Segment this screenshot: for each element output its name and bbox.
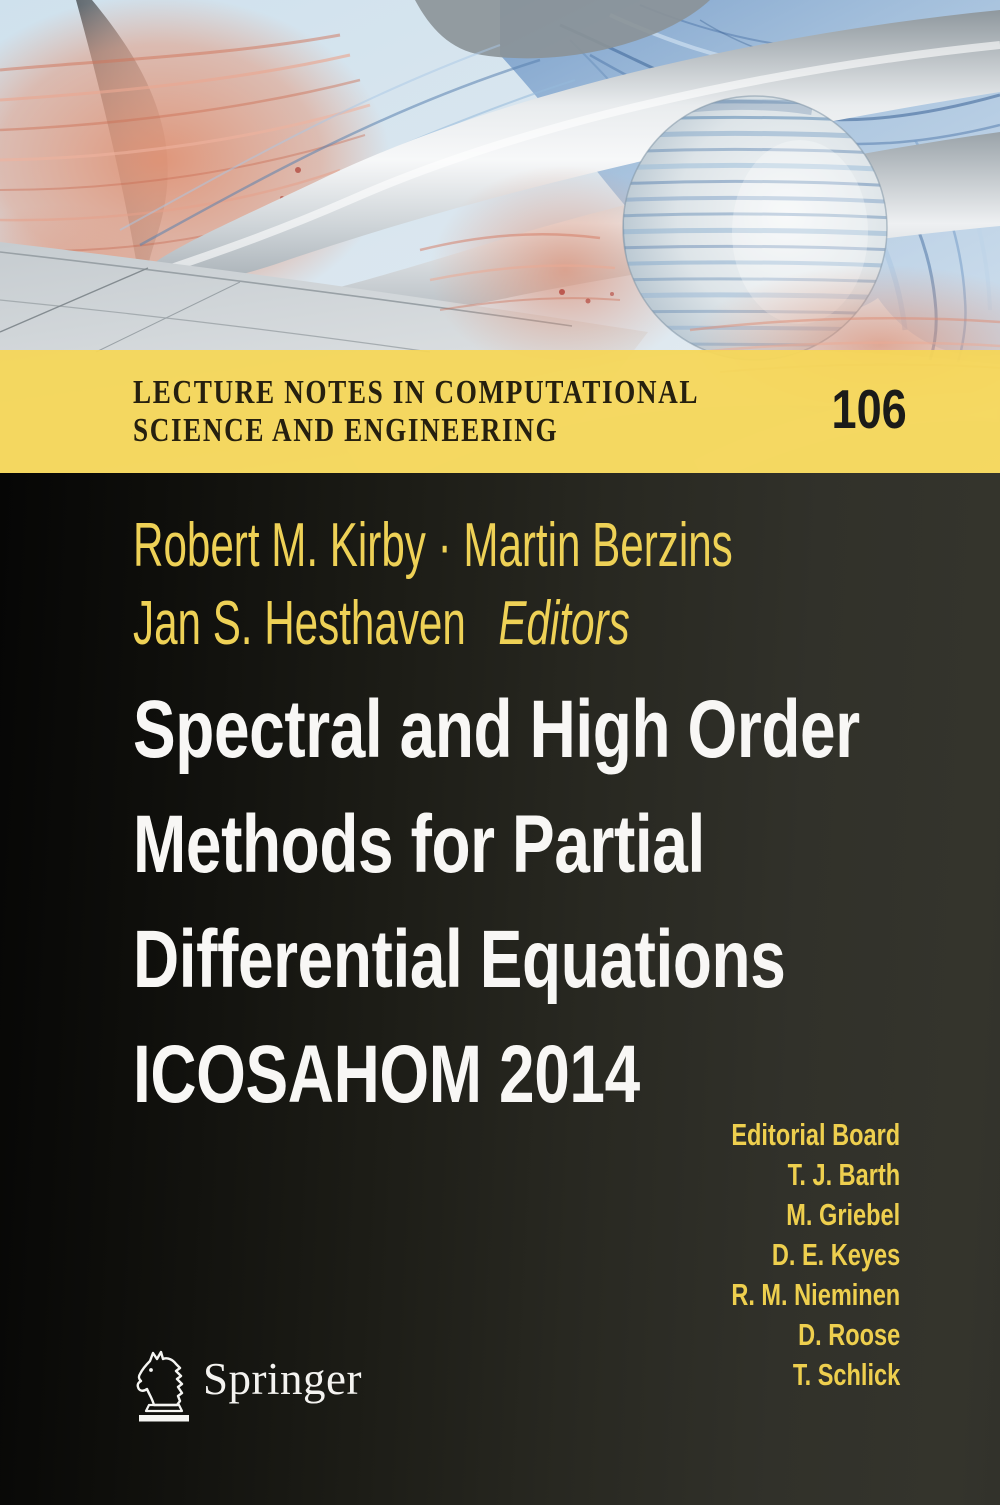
cover-body — [0, 473, 1000, 1505]
editorial-board-heading: Editorial Board — [731, 1117, 900, 1152]
editors-role-label: Editors — [498, 589, 630, 658]
series-title — [133, 374, 699, 450]
editorial-board-member: M. Griebel — [786, 1197, 900, 1232]
editor-name: Jan S. Hesthaven — [133, 589, 466, 658]
editorial-board-member: D. Roose — [797, 1317, 900, 1352]
editors-names — [133, 507, 733, 663]
editors-line-1: Robert M. Kirby · Martin Berzins — [133, 511, 733, 580]
book-title — [133, 672, 860, 1132]
series-title-line1: LECTURE NOTES IN COMPUTATIONAL — [133, 374, 700, 411]
editorial-board — [731, 1115, 900, 1395]
editorial-board-member: T. Schlick — [792, 1357, 900, 1392]
series-title-line2: SCIENCE AND ENGINEERING — [133, 412, 559, 449]
title-line-3: Differential Equations — [133, 914, 786, 1005]
series-volume-number: 106 — [831, 378, 907, 440]
editorial-board-member: D. E. Keyes — [771, 1237, 900, 1272]
title-line-1: Spectral and High Order — [133, 684, 860, 775]
editors-line-2 — [133, 585, 733, 663]
editorial-board-member: T. J. Barth — [787, 1157, 900, 1192]
publisher-name: Springer — [203, 1354, 362, 1404]
editorial-board-member: R. M. Nieminen — [731, 1277, 900, 1312]
springer-horse-icon — [134, 1348, 190, 1424]
title-line-2: Methods for Partial — [133, 799, 705, 890]
title-line-4: ICOSAHOM 2014 — [133, 1029, 640, 1120]
series-band — [0, 350, 1000, 473]
